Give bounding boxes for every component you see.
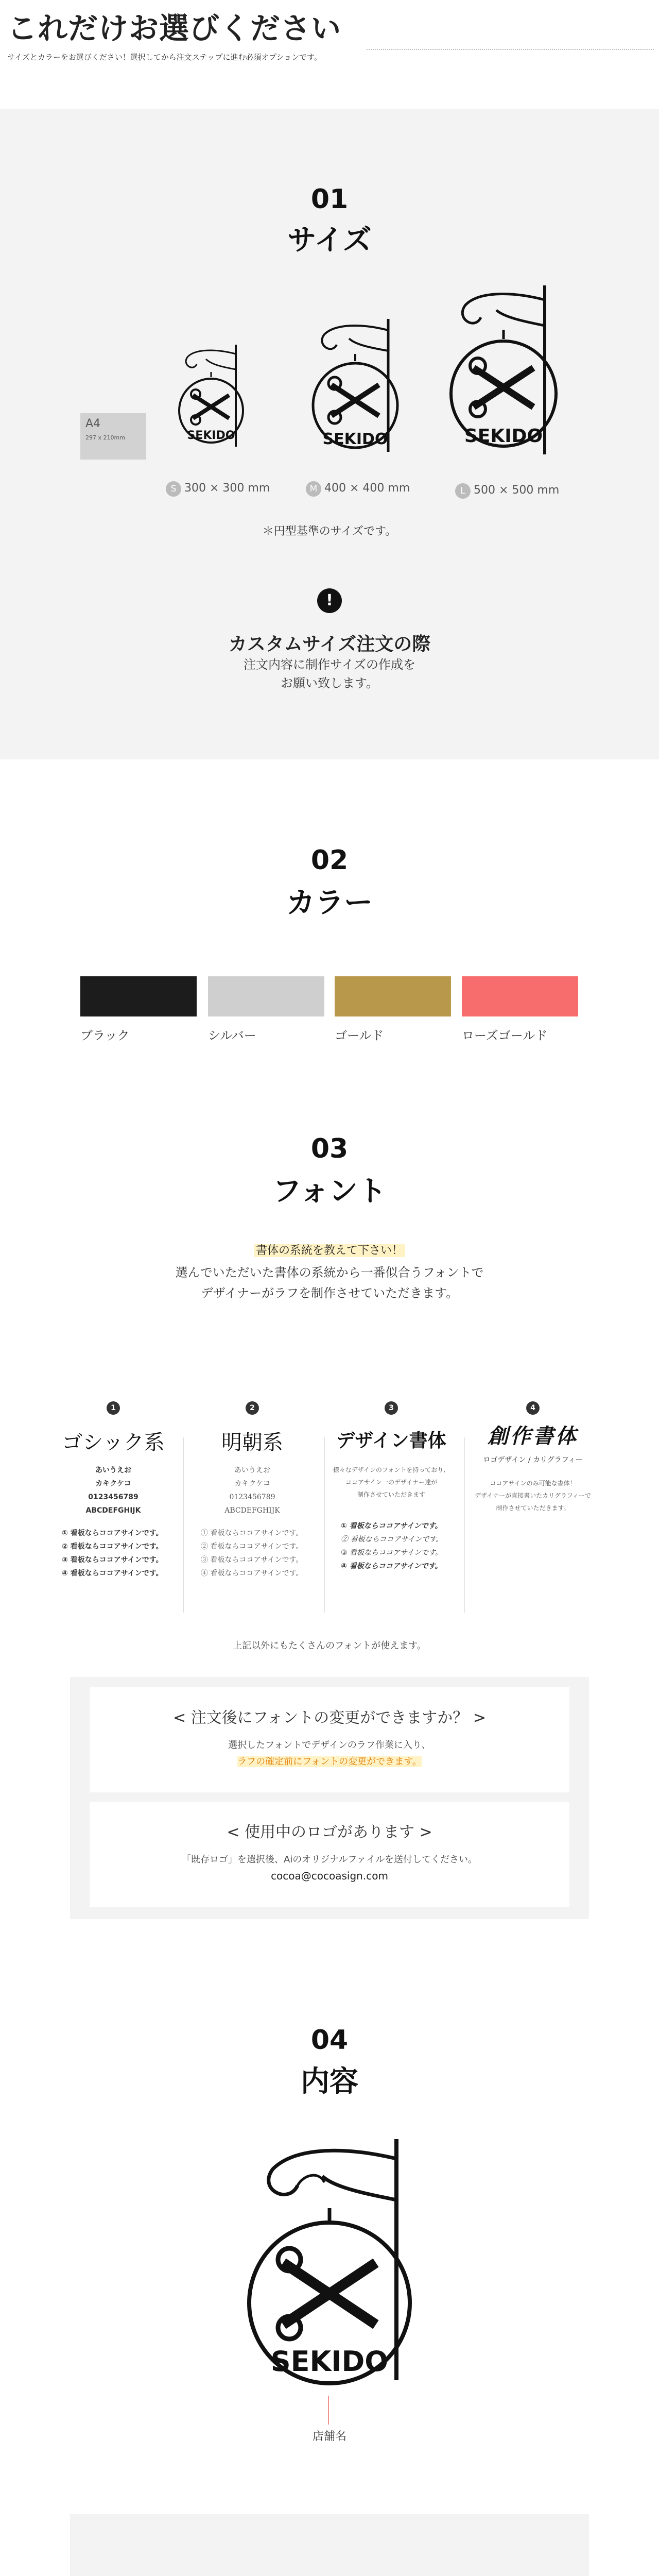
sample-kana: あいうえお xyxy=(95,1466,131,1475)
svg-text:SEKIDO: SEKIDO xyxy=(270,2345,389,2378)
sample-line: ③ 看板ならココアサインです。 xyxy=(62,1556,163,1564)
sign-large-image xyxy=(447,284,560,465)
font-option-number: 3 xyxy=(385,1401,398,1415)
svg-text:SEKIDO: SEKIDO xyxy=(322,430,388,448)
column-divider xyxy=(464,1437,465,1613)
sample-line: ③ 看板ならココアサインです。 xyxy=(201,1556,303,1564)
title-divider xyxy=(367,49,654,50)
swatch-label: ゴールド xyxy=(335,1028,384,1043)
font-lead-1: 選んでいただいた書体の系統から一番似合うフォントで xyxy=(175,1265,484,1280)
color-title: カラー xyxy=(286,886,373,920)
swatch-gold[interactable] xyxy=(335,976,451,1016)
swatch-label: ブラック xyxy=(80,1028,130,1043)
column-divider xyxy=(324,1437,325,1613)
page-title: これだけお選びください xyxy=(7,11,342,46)
font-option-number: 2 xyxy=(246,1401,259,1415)
font-option-number: 4 xyxy=(526,1401,540,1415)
sample-line: ④ 看板ならココアサインです。 xyxy=(201,1569,303,1578)
sample-line: ① 看板ならココアサインです。 xyxy=(62,1529,163,1537)
swatch-label: シルバー xyxy=(208,1028,256,1043)
font-option-name: ゴシック系 xyxy=(62,1431,165,1454)
font-number: 03 xyxy=(310,1133,349,1164)
sample-katakana: カキクケコ xyxy=(95,1480,131,1488)
font-option-number: 1 xyxy=(107,1401,120,1415)
color-number: 02 xyxy=(310,845,349,876)
size-section xyxy=(0,109,659,759)
svg-text:SEKIDO: SEKIDO xyxy=(464,426,543,447)
sample-line: ④ 看板ならココアサインです。 xyxy=(341,1562,442,1570)
size-title: サイズ xyxy=(287,224,372,257)
font-option-calligraphy[interactable] xyxy=(471,1401,595,1514)
label-pointer-line xyxy=(328,2396,329,2425)
size-option-label: 300 × 300 mm xyxy=(184,482,270,495)
font-option-mincho[interactable] xyxy=(190,1401,314,1580)
sample-line: ④ 看板ならココアサインです。 xyxy=(62,1569,163,1578)
sample-line: ② 看板ならココアサインです。 xyxy=(201,1543,303,1551)
custom-size-line2: お願い致します。 xyxy=(280,676,379,690)
calligraphy-subtitle: ロゴデザイン / カリグラフィー xyxy=(483,1456,583,1464)
size-option-l[interactable] xyxy=(455,483,559,499)
design-desc: 様々なデザインのフォントを持っており、 xyxy=(333,1466,450,1473)
custom-size-title: カスタムサイズ注文の際 xyxy=(228,634,431,655)
swatch-label: ローズゴールド xyxy=(462,1028,548,1043)
sample-line: ① 看板ならココアサインです。 xyxy=(201,1529,303,1537)
size-code-badge: M xyxy=(306,481,321,497)
content-number: 04 xyxy=(310,2025,349,2056)
calligraphy-desc: ココアサインのみ可能な書体！ xyxy=(490,1480,576,1487)
font-lead-2: デザイナーがラフを制作させていただきます。 xyxy=(200,1286,459,1300)
sample-latin: ABCDEFGHIJK xyxy=(85,1506,141,1515)
font-option-name: デザイン書体 xyxy=(336,1430,446,1451)
font-option-name: 創作書体 xyxy=(488,1424,578,1448)
calligraphy-desc: 制作させていただきます。 xyxy=(496,1504,570,1512)
custom-size-line1: 注文内容に制作サイズの作成を xyxy=(243,657,416,672)
faq-text: 選択したフォントでデザインのラフ作業に入り、 xyxy=(228,1740,431,1751)
calligraphy-desc: デザイナーが直接書いたカリグラフィーで xyxy=(475,1492,591,1499)
faq-text: 「既存ロゴ」を選択後、Aiのオリジナルファイルを送付してください。 xyxy=(181,1854,478,1865)
column-divider xyxy=(183,1437,184,1613)
size-code-badge: S xyxy=(166,481,181,497)
size-option-label: 400 × 400 mm xyxy=(324,482,410,495)
sample-line: ② 看板ならココアサインです。 xyxy=(62,1543,163,1551)
content-sign-image xyxy=(242,2138,417,2421)
alert-icon: ! xyxy=(317,588,342,613)
size-code-badge: L xyxy=(455,483,471,499)
faq-text-highlight: ラフの確定前にフォントの変更ができます。 xyxy=(237,1756,422,1767)
size-option-m[interactable] xyxy=(306,481,410,497)
sample-katakana: カキクケコ xyxy=(234,1480,270,1488)
original-data-panel xyxy=(70,2514,589,2576)
faq-title: < 使用中のロゴがあります > xyxy=(227,1823,432,1841)
sample-digits: 0123456789 xyxy=(88,1493,138,1501)
a4-label: A4 xyxy=(85,417,101,430)
font-option-design[interactable] xyxy=(330,1401,453,1573)
font-option-gothic[interactable] xyxy=(51,1401,175,1580)
sample-latin: ABCDEFGHIJK xyxy=(224,1506,280,1515)
font-lead-highlight: 書体の系統を教えて下さい！ xyxy=(254,1244,405,1257)
faq-font-change xyxy=(90,1687,569,1792)
a4-reference xyxy=(80,413,146,460)
more-fonts-note: 上記以外にもたくさんのフォントが使えます。 xyxy=(233,1640,426,1651)
swatch-rose-gold[interactable] xyxy=(462,976,578,1016)
sample-kana: あいうえお xyxy=(234,1466,270,1475)
sample-line: ① 看板ならココアサインです。 xyxy=(341,1522,442,1530)
content-shop-name-label: 店舗名 xyxy=(312,2430,346,2443)
font-faq-panel xyxy=(70,1677,589,1919)
design-desc: 制作させていただきます xyxy=(357,1491,425,1498)
sign-small-image xyxy=(175,344,247,457)
faq-existing-logo xyxy=(90,1802,569,1907)
design-desc: ココアサイン一のデザイナー達が xyxy=(345,1479,438,1486)
sign-medium-image xyxy=(309,318,402,462)
svg-text:SEKIDO: SEKIDO xyxy=(187,429,235,442)
size-note: ＊円型基準のサイズです。 xyxy=(262,525,397,538)
size-option-s[interactable] xyxy=(166,481,270,497)
sample-line: ③ 看板ならココアサインです。 xyxy=(341,1549,442,1557)
swatch-silver[interactable] xyxy=(208,976,324,1016)
sample-line: ② 看板ならココアサインです。 xyxy=(341,1535,443,1544)
size-number: 01 xyxy=(310,184,349,215)
sample-digits: 0123456789 xyxy=(229,1493,275,1501)
size-option-label: 500 × 500 mm xyxy=(474,484,560,497)
font-option-name: 明朝系 xyxy=(221,1431,283,1454)
swatch-black[interactable] xyxy=(80,976,197,1016)
faq-title: < 注文後にフォントの変更ができますか？ > xyxy=(173,1709,486,1727)
a4-sub: 297 x 210mm xyxy=(85,434,125,441)
font-title: フォント xyxy=(272,1175,387,1208)
content-title: 内容 xyxy=(301,2065,358,2098)
faq-email: cocoa@cocoasign.com xyxy=(271,1870,388,1882)
page-subtitle: サイズとカラーをお選びください！選択してから注文ステップに進む必須オプションです。 xyxy=(7,53,322,62)
